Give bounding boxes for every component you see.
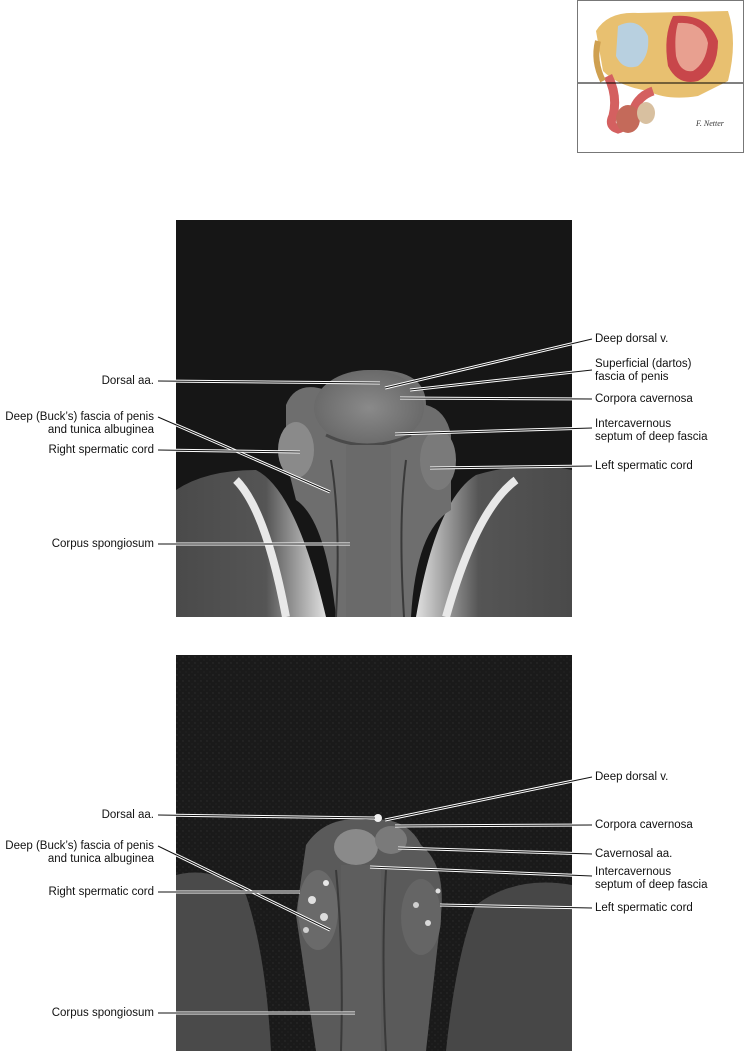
label-corpora-cavernosa-top: Corpora cavernosa [595, 393, 693, 405]
label-corpora-cavernosa-bottom: Corpora cavernosa [595, 819, 693, 831]
label-dorsal-aa-top: Dorsal aa. [101, 375, 154, 387]
pelvis-illustration [578, 1, 744, 153]
thumbnail-signature: F. Netter [696, 119, 724, 128]
label-dorsal-aa-bottom: Dorsal aa. [101, 809, 154, 821]
label-deep-dorsal-v-top: Deep dorsal v. [595, 333, 669, 345]
top-mri-scan [176, 220, 572, 617]
label-superficial-dartos-fascia-top: Superficial (dartos) fascia of penis [595, 358, 692, 383]
label-right-spermatic-cord-bottom: Right spermatic cord [48, 886, 154, 898]
label-cavernosal-aa-bottom: Cavernosal aa. [595, 848, 673, 860]
label-deep-bucks-fascia-bottom: Deep (Buck’s) fascia of penis and tunica albuginea [5, 840, 154, 865]
label-intercavernous-septum-bottom: Intercavernous septum of deep fascia [595, 866, 708, 891]
label-corpus-spongiosum-top: Corpus spongiosum [51, 538, 154, 550]
label-left-spermatic-cord-bottom: Left spermatic cord [595, 902, 693, 914]
reference-thumbnail [577, 0, 744, 153]
label-intercavernous-septum-top: Intercavernous septum of deep fascia [595, 418, 708, 443]
label-left-spermatic-cord-top: Left spermatic cord [595, 460, 693, 472]
label-deep-bucks-fascia-top: Deep (Buck’s) fascia of penis and tunica albuginea [5, 411, 154, 436]
label-right-spermatic-cord-top: Right spermatic cord [48, 444, 154, 456]
bottom-mri-scan [176, 655, 572, 1051]
label-deep-dorsal-v-bottom: Deep dorsal v. [595, 771, 669, 783]
label-corpus-spongiosum-bottom: Corpus spongiosum [51, 1007, 154, 1019]
